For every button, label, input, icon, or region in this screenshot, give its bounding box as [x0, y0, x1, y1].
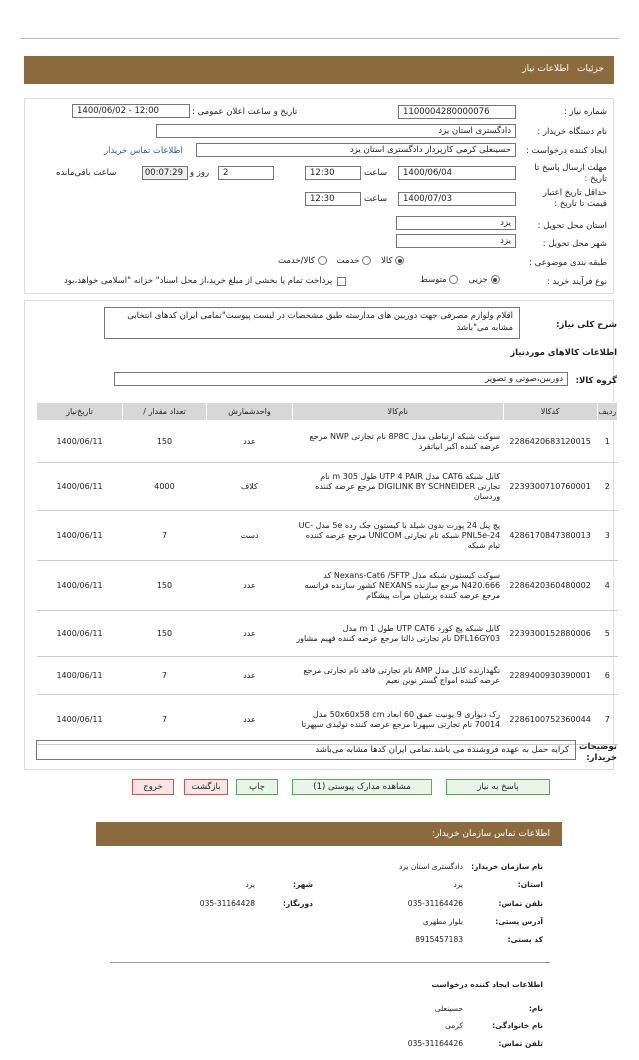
cell-qty: 7 [123, 695, 207, 745]
goods-section-title: اطلاعات کالاهای موردنیاز [510, 348, 617, 358]
price-validity-time: 12:30 [305, 192, 361, 206]
cell-unit: دست [206, 511, 292, 561]
province-label: استان: [517, 880, 543, 889]
org-value: دادگستری استان یزد [398, 862, 463, 871]
contact-divider [110, 962, 550, 963]
cell-date: 1400/06/11 [37, 463, 123, 511]
buyer-org-label: نام دستگاه خریدار : [537, 127, 607, 137]
time-label: ساعت [364, 168, 388, 178]
phone-label: تلفن تماس: [498, 899, 543, 908]
goods-table [36, 402, 618, 745]
process-minor-option[interactable]: جزیی [468, 275, 499, 285]
col-qty: تعداد مقدار / [123, 403, 207, 421]
cell-date: 1400/06/11 [37, 421, 123, 463]
cell-unit: کلاف [206, 463, 292, 511]
cell-qty: 4000 [123, 463, 207, 511]
need-number-label: شماره نیاز : [563, 107, 607, 117]
creator-phone-label: تلفن تماس: [498, 1039, 543, 1048]
buyer-contact-link[interactable]: اطلاعات تماس خریدار [104, 146, 183, 156]
cell-code: 2286420683120015 [503, 421, 597, 463]
table-row [37, 561, 618, 611]
creator-section-title: اطلاعات ایجاد کننده درخواست [431, 980, 543, 989]
buyer-notes-text: کرایه حمل به عهده فروشنده می باشد.تمامی ایران کدها مشابه می‌باشد [36, 740, 576, 760]
category-options [278, 256, 404, 266]
cell-qty: 150 [123, 561, 207, 611]
cell-date: 1400/06/11 [37, 657, 123, 695]
remaining-time: 00:07:29 [142, 166, 188, 180]
table-row [37, 657, 618, 695]
payment-option[interactable] [64, 276, 346, 286]
buyer-notes-label: توضیحات خریدار: [578, 742, 617, 763]
cell-qty: 7 [123, 511, 207, 561]
name-value: حسینعلی [434, 1004, 463, 1013]
table-row [37, 421, 618, 463]
reply-button[interactable]: پاسخ به نیاز [446, 779, 550, 795]
cell-code: 4286170847380013 [503, 511, 597, 561]
cell-name: سوکت کیستون شبکه مدل Nexans-Cat6 /SFTP کد N420.666 مرجع سازنده NEXANS کشور سازنده فرانسه مرجع عرضه کننده پرشیان مرآت پیشگام [292, 561, 503, 611]
cell-index: 3 [597, 511, 617, 561]
cell-code: 2286100752360044 [503, 695, 597, 745]
table-header-row [37, 403, 618, 421]
remaining-label: ساعت باقی‌مانده [56, 168, 117, 178]
process-label: نوع فرآیند خرید : [546, 277, 607, 287]
col-code: کدکالا [503, 403, 597, 421]
days-label: روز و [190, 168, 210, 178]
category-goods-option[interactable]: کالا [381, 256, 404, 266]
table-row [37, 611, 618, 657]
creator-phone-value: 035-31164426 [407, 1039, 463, 1048]
address-value: بلوار مطهری [422, 917, 463, 926]
cell-unit: عدد [206, 657, 292, 695]
announce-date-field: 1400/06/02 - 12:00 [72, 104, 190, 118]
cell-name: سوکت شبکه ارتباطی مدل 8P8C نام تجارتی NWP مرجع عرضه کننده اکبر ابیاتفرد [292, 421, 503, 463]
delivery-city-field: یزد [396, 234, 516, 248]
creator-label: ایجاد کننده درخواست : [525, 146, 607, 156]
send-deadline-time: 12:30 [305, 166, 361, 180]
back-button[interactable]: بازگشت [184, 779, 228, 795]
delivery-province-label: استان محل تحویل : [537, 221, 607, 231]
radio-icon [449, 275, 458, 284]
cell-name: کابل شبکه CAT6 مدل UTP 4 PAIR طول 305 m نام تجارتی DIGILINK BY SCHNEIDER مرجع عرضه کننده وردسان [292, 463, 503, 511]
page-header [24, 56, 614, 84]
cell-qty: 150 [123, 611, 207, 657]
cell-index: 2 [597, 463, 617, 511]
radio-icon [318, 256, 327, 265]
col-index: ردیف [597, 403, 617, 421]
family-value: کرمی [445, 1021, 463, 1030]
top-divider [20, 38, 619, 39]
payment-note: پرداخت تمام یا بخشی از مبلغ خرید،از محل اسناد" خزانه "اسلامی خواهد،بود [64, 276, 333, 286]
postal-label: کد پستی: [507, 935, 543, 944]
cell-index: 6 [597, 657, 617, 695]
attachments-button[interactable]: مشاهده مدارک پیوستی (1) [292, 779, 432, 795]
phone-value: 035-31164426 [407, 899, 463, 908]
summary-label: شرح کلی نیاز: [556, 320, 617, 330]
cell-unit: عدد [206, 611, 292, 657]
radio-icon [395, 256, 404, 265]
print-button[interactable]: چاپ [236, 779, 278, 795]
exit-button[interactable]: خروج [132, 779, 174, 795]
buyer-org-field: دادگستری استان یزد [156, 124, 516, 138]
cell-unit: عدد [206, 695, 292, 745]
cell-index: 4 [597, 561, 617, 611]
cell-name: نگهدارنده کابل مدل AMP نام تجارتی فاقد نام تجارتی مرجع عرضه کننده امواج گستر نوین نعیم [292, 657, 503, 695]
price-validity-date: 1400/07/03 [398, 192, 516, 206]
cell-name: رک دیواری 9 یونیت عمق 60 ابعاد 50x60x58 cm مدل 70014 نام تجارتی سپهرتا مرجع عرضه کننده تولیدی سپهرتا [292, 695, 503, 745]
cell-index: 5 [597, 611, 617, 657]
cell-index: 7 [597, 695, 617, 745]
city-value: یزد [245, 880, 255, 889]
col-unit: واحدشمارش [206, 403, 292, 421]
send-deadline-date: 1400/06/04 [398, 166, 516, 180]
postal-value: 8915457183 [415, 935, 463, 944]
contact-title: اطلاعات تماس سازمان خریدار: [431, 829, 550, 839]
process-options [420, 275, 500, 285]
category-service-option[interactable]: خدمت [337, 256, 371, 266]
send-deadline-label: مهلت ارسال پاسخ تا تاریخ : [534, 163, 607, 184]
col-date: تاریخ‌نیاز [37, 403, 123, 421]
cell-qty: 150 [123, 421, 207, 463]
cell-code: 2239300710760001 [503, 463, 597, 511]
fax-label: دورنگار: [282, 899, 313, 908]
col-name: نام‌کالا [292, 403, 503, 421]
cell-date: 1400/06/11 [37, 695, 123, 745]
fax-value: 035-31164428 [199, 899, 255, 908]
process-medium-option[interactable]: متوسط [420, 275, 458, 285]
radio-icon [491, 275, 500, 284]
cell-code: 2239300152880006 [503, 611, 597, 657]
delivery-city-label: شهر محل تحویل : [542, 239, 607, 249]
need-number-field: 1100004280000076 [398, 105, 516, 119]
cell-code: 2289400930390001 [503, 657, 597, 695]
province-value: یزد [453, 880, 463, 889]
table-row [37, 463, 618, 511]
contact-header [96, 822, 562, 846]
group-label: گروه کالا: [575, 376, 617, 386]
category-both-option[interactable]: کالا/خدمت [278, 256, 327, 266]
price-validity-label: حداقل تاریخ اعتبار قیمت تا تاریخ : [542, 188, 607, 209]
cell-date: 1400/06/11 [37, 511, 123, 561]
cell-unit: عدد [206, 561, 292, 611]
creator-field: حسینعلی کرمی کارپرداز دادگستری استان یزد [196, 143, 516, 157]
cell-index: 1 [597, 421, 617, 463]
org-label: نام سازمان خریدار: [471, 862, 543, 871]
city-label: شهر: [293, 880, 313, 889]
name-label: نام: [528, 1004, 543, 1013]
cell-name: کابل شبکه پچ کورد UTP CAT6 طول 1 m مدل DFL16GY03 نام تجارتی دالتا مرجع عرضه کننده فهیم مشاور [292, 611, 503, 657]
address-label: آدرس پستی: [495, 917, 543, 926]
cell-code: 2286420360480002 [503, 561, 597, 611]
delivery-province-field: یزد [396, 216, 516, 230]
cell-name: پچ پنل 24 پورت بدون شیلد با کیستون جک رده 5e مدل UC- PNL5e-24 شبکه نام تجارتی UNICOM مرجع عرضه کننده تیام شبکه [292, 511, 503, 561]
table-row [37, 695, 618, 745]
cell-date: 1400/06/11 [37, 611, 123, 657]
cell-date: 1400/06/11 [37, 561, 123, 611]
family-label: نام خانوادگی: [492, 1021, 543, 1030]
crumb-need-info[interactable]: اطلاعات نیاز [522, 64, 570, 74]
crumb-details[interactable]: جزئیات [577, 64, 604, 74]
checkbox-icon [337, 277, 346, 286]
days-count: 2 [218, 166, 274, 180]
cell-unit: عدد [206, 421, 292, 463]
summary-text: اقلام ولوازم مصرفی جهت دوربین های مدارسته طبق مشخصات در لیست پیوست"تمامی ایران کدهای انتخابی مشابه می"باشد [104, 307, 520, 339]
cell-qty: 7 [123, 657, 207, 695]
breadcrumb [522, 64, 604, 74]
group-field: دوربین،صوتی و تصویر [114, 372, 568, 386]
table-row [37, 511, 618, 561]
category-label: طبقه بندی موضوعی : [529, 258, 607, 268]
time-label-2: ساعت [364, 194, 388, 204]
goods-table-wrapper [36, 402, 618, 745]
radio-icon [362, 256, 371, 265]
announce-label: تاریخ و ساعت اعلان عمومی : [192, 107, 298, 117]
